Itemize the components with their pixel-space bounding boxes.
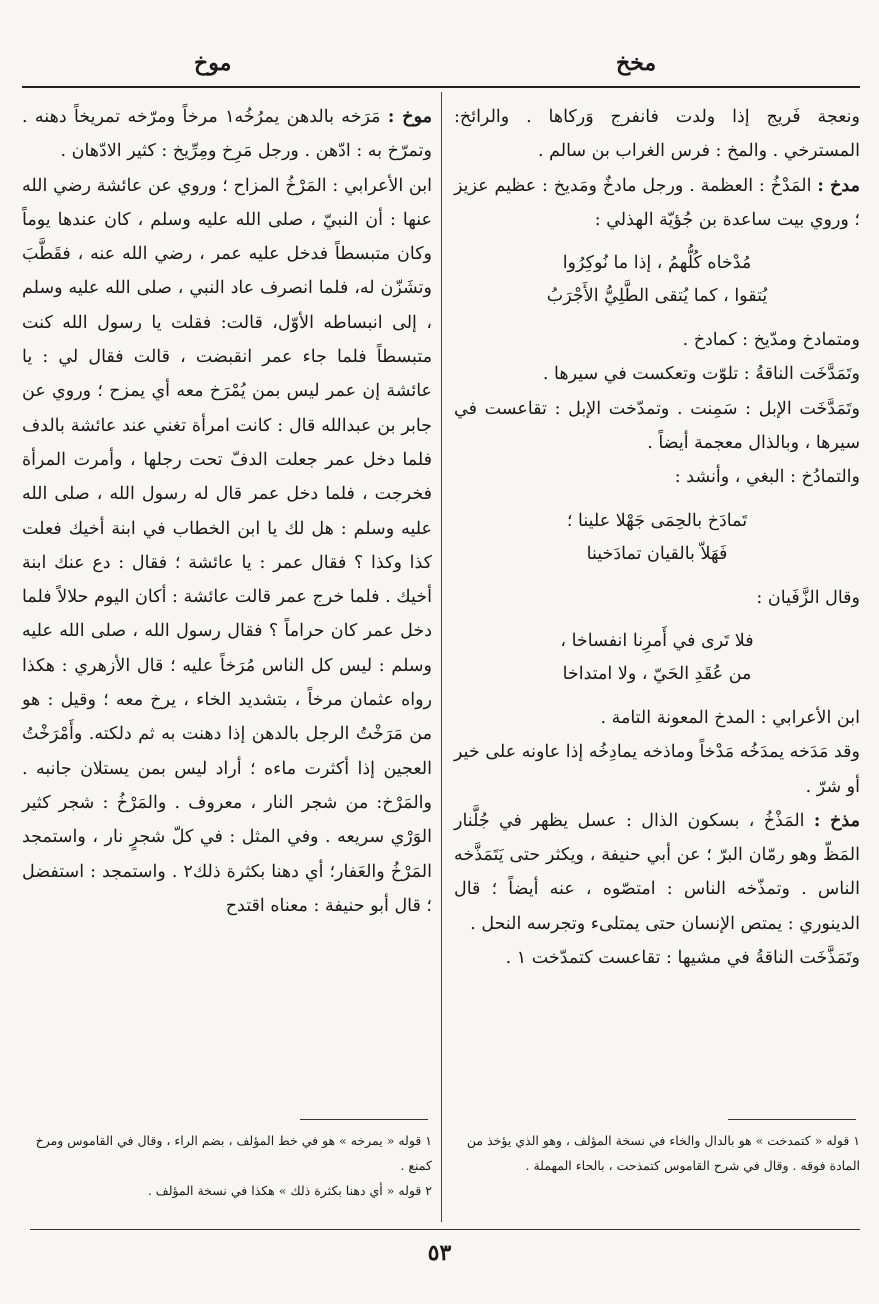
verse [454, 247, 860, 313]
entry-madakh [454, 169, 860, 238]
verse-line: مُدْخاه كُلُّهمُ ، إذا ما نُوكِرُوا [562, 253, 752, 274]
footnote: ١ قوله « كتمدخت » هو بالدال والخاء في نسخة المؤلف ، وهو الذي يؤخذ من المادة فوقه . وقال في شرح القاموس كتمذحت ، بالحاء المهملة . [466, 1133, 860, 1173]
right-column [454, 100, 860, 975]
header-rule [22, 86, 860, 88]
paragraph: والتمادُخ : البغي ، وأنشد : [674, 467, 860, 488]
entry-text: مَرَخه بالدهن يمرُخُه١ مرخاً ومرّخه تمريخاً دهنه . وتمرّخ به : ادّهن . ورجل مَرِخ ومِرِّيخ : كثير الادّهان . [22, 107, 432, 162]
entry-marakh [22, 100, 432, 169]
paragraph: وتَمَذَّخَت الناقةُ في مشيها : تقاعست كتمدّخت ١ . [505, 948, 860, 969]
verse-line: تَمادَخ بالحِمَى جَهْلا علينا ؛ [566, 510, 748, 531]
entry-madhakh [454, 804, 860, 941]
verse-line: فلا تَرى في أَمرِنا انفساخا ، [560, 630, 754, 651]
verse [454, 625, 860, 691]
right-column-header: مخخ [616, 50, 657, 76]
entry-text: المَدْخُ : العظمة . ورجل مادخٌ ومَديخ : عظيم عزيز ؛ وروي بيت ساعدة بن جُؤيّة الهذلي : [454, 175, 860, 230]
verse [454, 505, 860, 571]
left-column [22, 100, 432, 923]
footnote: ٢ قوله « أي دهنا بكثرة ذلك » هكذا في نسخة المؤلف . [147, 1183, 432, 1198]
footnote: ١ قوله « يمرخه » هو في خط المؤلف ، بضم الراء ، وقال في القاموس ومرخ كمنع . [35, 1133, 432, 1173]
paragraph: وقال الزَّفَيان : [756, 587, 860, 608]
verse-line: من عُقَدِ الحَيّ ، ولا امتداخا [562, 663, 752, 684]
headword: مذخ : [813, 810, 860, 831]
paragraph: ومتمادخ ومدّيخ : كمادخ . [682, 330, 860, 351]
verse-line: فَهَلاّ بالقيان تمادَخينا [586, 543, 728, 564]
paragraph: ابن الأعرابي : المدخ المعونة التامة . [600, 707, 860, 728]
paragraph: وقد مَدَخه يمدَخُه مَدْخاً وماذخه يمادِخُه إذا عاونه على خير أو شرّ . [454, 742, 860, 797]
verse-line: يُتقوا ، كما يُتقى الطَّلِيُّ الأَجْرَبُ [546, 286, 768, 307]
headword: موخ : [387, 107, 432, 127]
headword: مدخ : [817, 175, 860, 196]
right-footnotes [454, 1128, 860, 1178]
paragraph: ابن الأعرابي : المَرْخُ المزاح ؛ وروي عن عائشة رضي الله عنها : أن النبيّ ، صلى الله عليه وسلم ، كان عندها يوماً وكان متبسطاً فدخل عليه عمر ، رضي الله عنه ، فقَطَّبَ وتشَزّن له، فلما انصرف عاد النبي ، صلى الله عليه وسلم ، إلى انبساطه الأوّل، قالت: فقلت يا رسول الله كنت متبسطاً فلما جاء عمر انقبضت ، قالت فقال لي : يا عائشة إن عمر ليس بمن يُمْرَخ معه أي يمزح ؛ وروي عن جابر بن عبدالله قال : كانت امرأة تغني عند عائشة بالدف فلما دخل عمر جعلت الدفّ تحت رجلها ، وأمرت المرأة فخرجت ، فلما دخل عمر قال له رسول الله ، صلى الله عليه وسلم : هل لك يا ابن الخطاب في ابنة أخيك فعلت كذا وكذا ؟ فقال عمر : يا عائشة ؛ فقال : دع عنك ابنة أخيك . فلما خرج عمر قالت عائشة : أكان اليوم حلالاً فلما دخل عمر كان حراماً ؟ فقال رسول الله ، صلى الله عليه وسلم : ليس كل الناس مُرَخاً عليه ؛ قال الأزهري : هكذا رواه عثمان مرخاً ، بتشديد الخاء ، يرخ معه ؛ وقيل : هو من مَرَخْتُ الرجل بالدهن إذا دهنت به ثم دلكته. وأَمْرَخْتُ العجين إذا أكثرت ماءه ؛ أراد ليس بمن يستلان جانبه . والمَرْخ: من شجر النار ، معروف . والمَرْخُ : شجر كثير الوَرْي سريعه . وفي المثل : في كلّ شجرٍ نار ، واستمجد المَرْخُ والعَفار؛ أي دهنا بكثرة ذلك٢ . واستمجد : استفضل ؛ قال أبو حنيفة : معناه اقتدح [22, 175, 432, 916]
footer-rule [30, 1229, 860, 1230]
left-column-header: موخ [194, 50, 232, 76]
paragraph: وتَمَدَّخَت الناقةُ : تلوّت وتعكست في سيرها . [542, 364, 860, 385]
page-number: ٥٣ [427, 1240, 452, 1266]
left-footnotes [22, 1128, 432, 1203]
footnote-rule [728, 1119, 856, 1120]
footnote-rule [300, 1119, 428, 1120]
paragraph: ونعجة فَريج إذا ولدت فانفرج وَركاها . والرائخ: المسترخي . والمخ : فرس الغراب بن سالم . [454, 107, 860, 162]
column-divider [441, 92, 442, 1222]
paragraph: وتَمَدَّخَت الإبل : سَمِنت . وتمدّخت الإبل : تقاعست في سيرها ، وبالذال معجمة أيضاً . [454, 398, 860, 454]
entry-text: المَذْخُ ، بسكون الذال : عسل يظهر في جُلَّنار المَظّ وهو رمّان البرّ ؛ عن أبي حنيفة ، ويكثر حتى يَتَمَذَّخه الناس . وتمذّخه الناس : امتصّوه ، عنه أيضاً ؛ قال الدينوري : يمتص الإنسان حتى يمتلىء وتجرسه النحل . [454, 810, 860, 934]
